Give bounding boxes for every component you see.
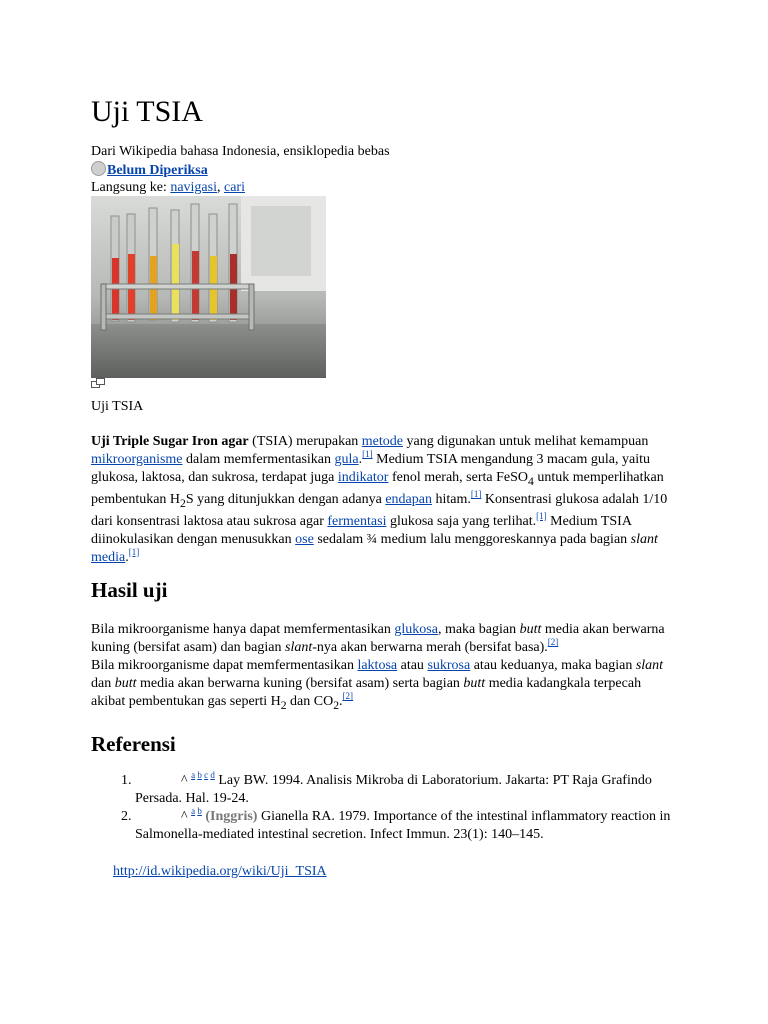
section-heading-hasil: Hasil uji	[91, 578, 168, 602]
intro-paragraph: Uji Triple Sugar Iron agar (TSIA) merupakan metode yang digunakan untuk melihat kemampuan mikroorganisme dalam memfermentasikan gula.[1] Medium TSIA mengandung 3 macam gula, yaitu glukosa, laktosa, dan sukrosa, terdapat juga indikator fenol merah, serta FeSO$_4$ untuk memperlihatkan pembentukan $H_2S$ yang ditunjukkan dengan adanya endapan hitam.[1] Konsentrasi glukosa adalah 1/10 dari konsentrasi laktosa atau sukrosa agar fermentasi glukosa saja yang terlihat.[1] Medium TSIA diinokulasikan dengan menusukkan ose sedalam ¾ medium lalu menggoreskannya pada bagian slant media.[1]	[91, 434, 668, 565]
link-gula[interactable]: gula	[334, 452, 359, 467]
language-tag: (Inggris)	[205, 809, 258, 824]
review-status	[91, 161, 208, 180]
enlarge-icon[interactable]	[91, 378, 105, 388]
link-mikroorganisme[interactable]: mikroorganisme	[91, 452, 183, 467]
link-fermentasi[interactable]: fermentasi	[327, 513, 387, 529]
backlink[interactable]: a	[191, 770, 196, 780]
link-metode[interactable]: metode	[361, 434, 404, 449]
citation-link[interactable]: [2]	[342, 691, 354, 701]
tsia-tubes-photo[interactable]	[91, 196, 326, 378]
link-media[interactable]: media	[91, 549, 126, 565]
reference-list	[91, 772, 695, 844]
backlink[interactable]: b	[197, 806, 202, 816]
status-circle-icon	[91, 161, 106, 176]
link-ose[interactable]: ose	[295, 531, 314, 547]
link-sukrosa[interactable]: sukrosa	[427, 658, 471, 673]
nav-link[interactable]: navigasi	[170, 180, 217, 195]
reference-item: 2. ^ $^{a b}$ (Inggris) Gianella RA. 1979. Importance of the intestinal inflammatory reaction in Salmonella-mediated intestinal secretion. Infect Immun. 23(1): 140–145.	[135, 808, 695, 844]
citation-link[interactable]: [1]	[536, 510, 547, 521]
backlink[interactable]: b	[197, 770, 202, 780]
source-url	[113, 863, 327, 881]
backlink[interactable]: d	[210, 770, 215, 780]
tagline: Dari Wikipedia bahasa Indonesia, ensiklopedia bebas	[91, 144, 390, 159]
page-title: Uji TSIA	[91, 95, 203, 128]
image-caption: Uji TSIA	[91, 399, 144, 414]
citation-link[interactable]: [1]	[362, 449, 373, 459]
search-link[interactable]: cari	[223, 180, 245, 195]
link-glukosa[interactable]: glukosa	[394, 622, 438, 637]
link-indikator[interactable]: indikator	[337, 470, 389, 485]
citation-link[interactable]: [1]	[470, 488, 482, 499]
link-endapan[interactable]: endapan	[385, 491, 432, 507]
hasil-paragraph: Bila mikroorganisme hanya dapat memfermentasikan glukosa, maka bagian butt media akan berwarna kuning (bersifat asam) dan bagian slant-nya akan berwarna merah (bersifat basa).[2] Bila mikroorganisme dapat memfermentasikan laktosa atau sukrosa atau keduanya, maka bagian slant dan butt media akan berwarna kuning (bersifat asam) serta bagian butt media kadangkala terpecah akibat pembentukan gas seperti $H_2$ dan $CO_2.[2]$	[91, 622, 665, 712]
backlink[interactable]: a	[191, 806, 196, 816]
citation-link[interactable]: [2]	[547, 637, 559, 647]
reference-item: 1. ^ $^{a b c d}$ Lay BW. 1994. Analisis Mikroba di Laboratorium. Jakarta: PT Raja Grafindo Persada. Hal. 19-24.	[135, 772, 695, 808]
jump-links: Langsung ke: navigasi, cari	[91, 180, 245, 195]
review-status-link[interactable]: Belum Diperiksa	[107, 163, 208, 178]
link-laktosa[interactable]: laktosa	[357, 658, 398, 673]
source-url-link[interactable]: http://id.wikipedia.org/wiki/Uji_TSIA	[113, 864, 327, 879]
backlink[interactable]: c	[204, 770, 209, 780]
citation-link[interactable]: [1]	[128, 546, 140, 557]
section-heading-referensi: Referensi	[91, 732, 176, 756]
